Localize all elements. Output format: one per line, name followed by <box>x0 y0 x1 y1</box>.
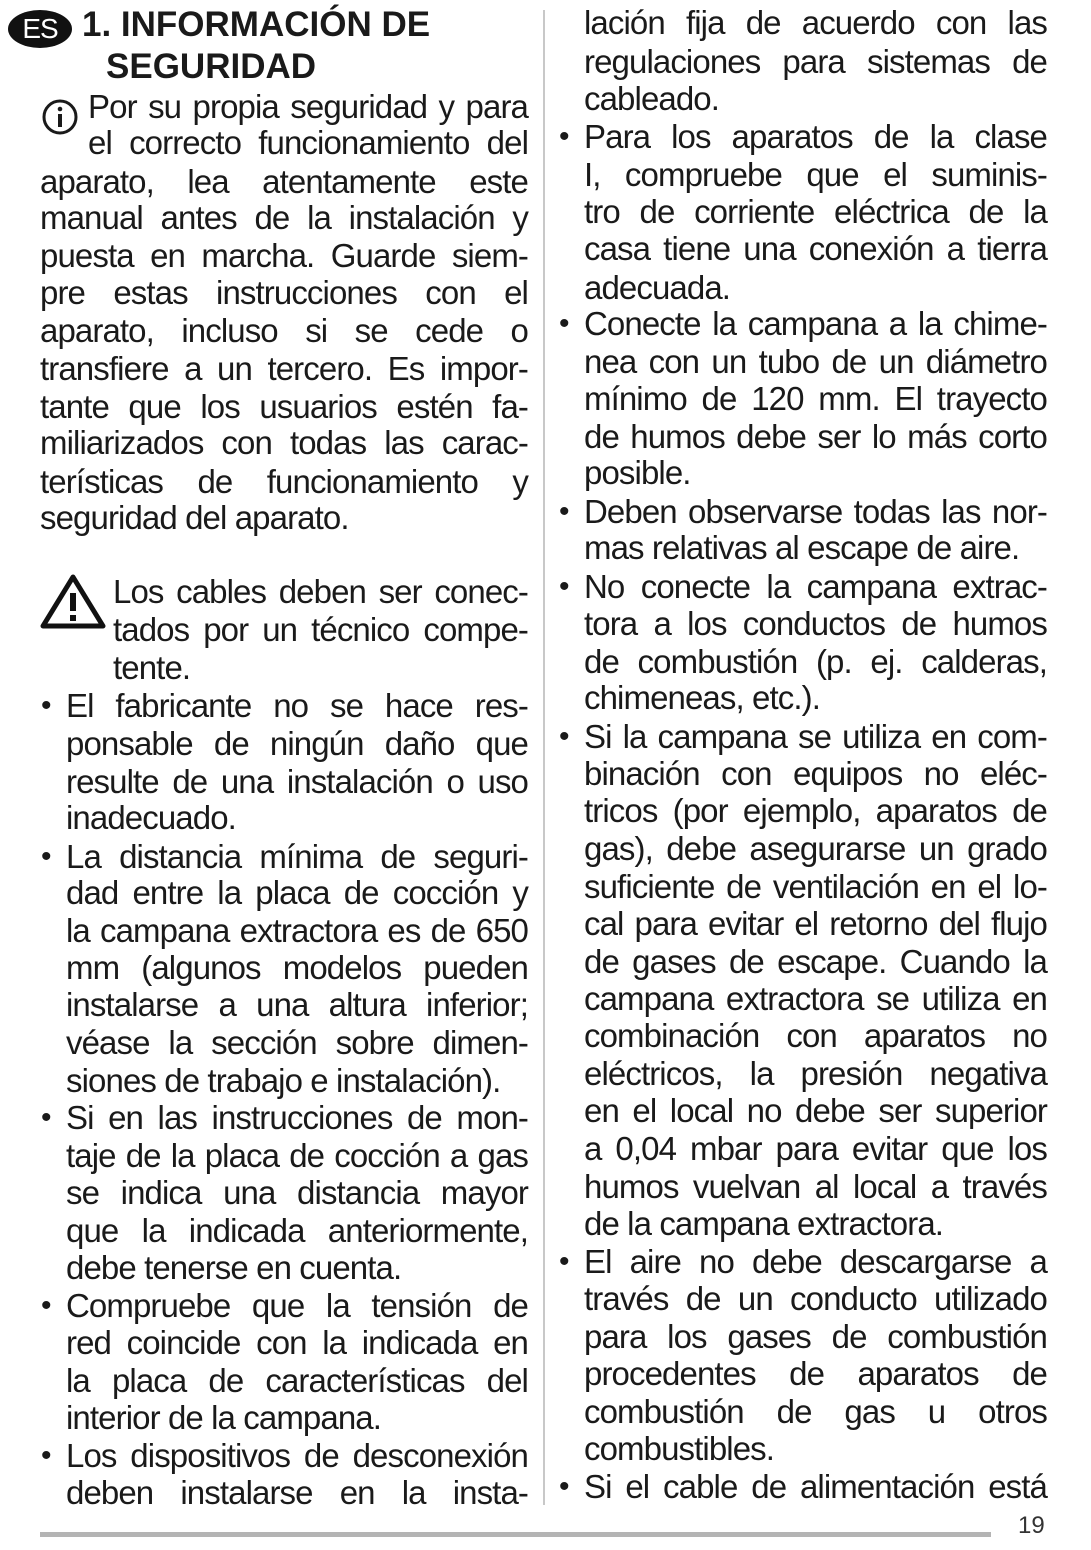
text-line: de la campana extractora. <box>584 1205 944 1242</box>
bullet-marker: • <box>559 1245 570 1278</box>
bullet-marker: • <box>41 1289 52 1322</box>
bullet-marker: • <box>559 307 570 340</box>
section-heading-line-1: 1. INFORMACIÓN DE <box>82 5 431 44</box>
text-line: tante que los usuarios estén fa- <box>40 388 528 425</box>
text-line: Conecte la campana a la chime- <box>584 305 1047 342</box>
section-heading-line-2: SEGURIDAD <box>106 47 317 86</box>
text-line: tente. <box>113 649 191 686</box>
text-line: inadecuado. <box>66 799 236 836</box>
text-line: Los cables deben ser conec- <box>113 573 528 610</box>
text-line: dad entre la placa de cocción y <box>66 874 528 911</box>
text-line: través de un conducto utilizado <box>584 1280 1047 1317</box>
text-line: instalarse a una altura inferior; <box>66 986 528 1023</box>
text-line: la placa de características del <box>66 1362 528 1399</box>
bullet-marker: • <box>559 1470 570 1503</box>
text-line: procedentes de aparatos de <box>584 1355 1047 1392</box>
text-line: cal para evitar el retorno del flujo <box>584 905 1047 942</box>
text-line: debe tenerse en cuenta. <box>66 1249 402 1286</box>
text-line: nea con un tubo de un diámetro <box>584 343 1047 380</box>
text-line: pre estas instrucciones con el <box>40 274 528 311</box>
text-line: para los gases de combustión <box>584 1318 1047 1355</box>
text-line: siones de trabajo e instalación). <box>66 1062 501 1099</box>
text-line: Los dispositivos de desconexión <box>66 1437 528 1474</box>
text-line: deben instalarse en la insta- <box>66 1474 528 1511</box>
text-line: tora a los conductos de humos <box>584 605 1047 642</box>
text-line: eléctricos, la presión negativa <box>584 1055 1047 1092</box>
text-line: Si el cable de alimentación está <box>584 1468 1047 1505</box>
text-line: mas relativas al escape de aire. <box>584 529 1020 566</box>
bullet-marker: • <box>559 495 570 528</box>
text-line: cableado. <box>584 80 720 117</box>
text-line: mínimo de 120 mm. El trayecto <box>584 380 1047 417</box>
text-line: Para los aparatos de la clase <box>584 118 1047 155</box>
text-line: que la indicada anteriormente, <box>66 1212 528 1249</box>
text-line: lación fija de acuerdo con las <box>584 4 1047 41</box>
text-line: el correcto funcionamiento del <box>88 124 528 161</box>
text-line: taje de la placa de cocción a gas <box>66 1137 528 1174</box>
text-line: aparato, incluso si se cede o <box>40 312 528 349</box>
text-line: puesta en marcha. Guarde siem- <box>40 237 528 274</box>
text-line: terísticas de funcionamiento y <box>40 463 528 500</box>
text-line: campana extractora se utiliza en <box>584 980 1047 1017</box>
text-line: en el local no debe ser superior <box>584 1092 1047 1129</box>
text-line: transfiere a un tercero. Es impor- <box>40 350 528 387</box>
text-line: humos vuelvan al local a través <box>584 1168 1047 1205</box>
bullet-marker: • <box>559 720 570 753</box>
text-line: manual antes de la instalación y <box>40 199 528 236</box>
text-line: resulte de una instalación o uso <box>66 763 528 800</box>
text-line: El aire no debe descargarse a <box>584 1243 1047 1280</box>
text-line: posible. <box>584 454 691 491</box>
page-number: 19 <box>1018 1512 1045 1539</box>
column-divider <box>543 10 545 1505</box>
text-line: se indica una distancia mayor <box>66 1174 528 1211</box>
text-line: tricos (por ejemplo, aparatos de <box>584 792 1047 829</box>
text-line: Compruebe que la tensión de <box>66 1287 528 1324</box>
text-line: aparato, lea atentamente este <box>40 163 528 200</box>
text-line: tados por un técnico compe- <box>113 611 528 648</box>
text-line: véase la sección sobre dimen- <box>66 1024 528 1061</box>
text-line: La distancia mínima de seguri- <box>66 838 528 875</box>
bullet-marker: • <box>559 570 570 603</box>
text-line: seguridad del aparato. <box>40 499 349 536</box>
bullet-marker: • <box>41 840 52 873</box>
text-line: casa tiene una conexión a tierra <box>584 230 1047 267</box>
text-line: a 0,04 mbar para evitar que los <box>584 1130 1047 1167</box>
text-line: chimeneas, etc.). <box>584 679 820 716</box>
text-line: suficiente de ventilación en el lo- <box>584 868 1047 905</box>
bullet-marker: • <box>41 689 52 722</box>
bullet-marker: • <box>41 1101 52 1134</box>
bullet-marker: • <box>41 1439 52 1472</box>
text-line: la campana extractora es de 650 <box>66 912 528 949</box>
text-line: regulaciones para sistemas de <box>584 43 1047 80</box>
text-line: El fabricante no se hace res- <box>66 687 528 724</box>
warning-triangle-icon <box>40 573 106 629</box>
text-line: I, compruebe que el suminis- <box>584 156 1047 193</box>
language-badge: ES <box>8 10 72 48</box>
text-line: red coincide con la indicada en <box>66 1324 528 1361</box>
text-line: de gases de escape. Cuando la <box>584 943 1047 980</box>
text-line: tro de corriente eléctrica de la <box>584 193 1047 230</box>
text-line: gas), debe asegurarse un grado <box>584 830 1047 867</box>
text-line: combustibles. <box>584 1430 775 1467</box>
footer-rule <box>40 1532 991 1537</box>
text-line: adecuada. <box>584 269 731 306</box>
text-line: Si la campana se utiliza en com- <box>584 718 1047 755</box>
text-line: mm (algunos modelos pueden <box>66 949 528 986</box>
info-circle-icon <box>41 98 79 136</box>
text-line: combinación con aparatos no <box>584 1017 1047 1054</box>
text-line: miliarizados con todas las carac- <box>40 424 528 461</box>
text-line: Por su propia seguridad y para <box>88 88 528 125</box>
text-line: Si en las instrucciones de mon- <box>66 1099 528 1136</box>
text-line: de humos debe ser lo más corto <box>584 418 1047 455</box>
text-line: binación con equipos no eléc- <box>584 755 1047 792</box>
text-line: combustión de gas u otros <box>584 1393 1047 1430</box>
text-line: Deben observarse todas las nor- <box>584 493 1047 530</box>
text-line: ponsable de ningún daño que <box>66 725 528 762</box>
text-line: No conecte la campana extrac- <box>584 568 1047 605</box>
bullet-marker: • <box>559 120 570 153</box>
text-line: interior de la campana. <box>66 1399 381 1436</box>
text-line: de combustión (p. ej. calderas, <box>584 643 1047 680</box>
